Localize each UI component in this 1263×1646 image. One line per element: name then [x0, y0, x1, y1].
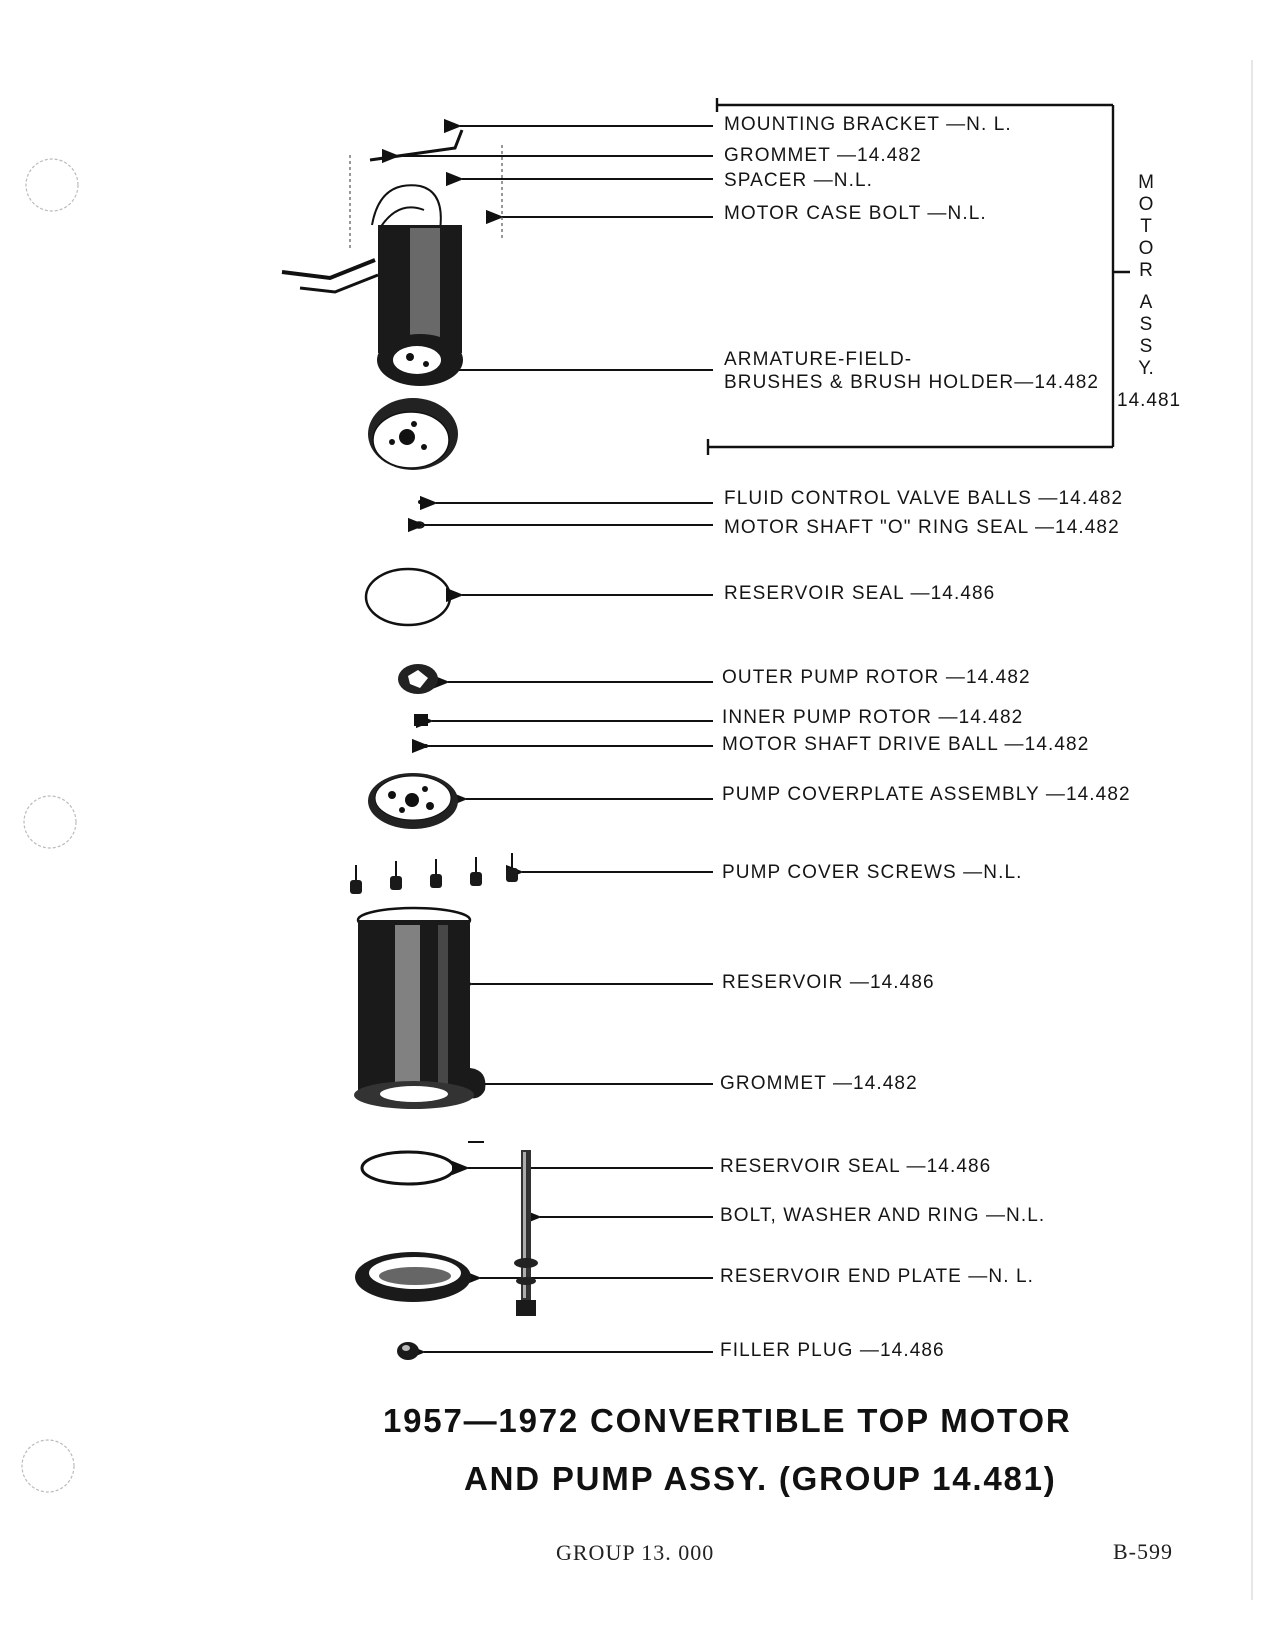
motor-assy-letter: M	[1138, 172, 1154, 193]
pump-cover-screws-illustration	[350, 853, 518, 894]
binder-hole-middle	[24, 796, 76, 848]
motor-assy-letter: Y.	[1138, 358, 1154, 379]
label-armature-line1: ARMATURE-FIELD-	[724, 349, 913, 370]
reservoir-seal-bottom-illustration	[362, 1152, 454, 1184]
pump-coverplate-illustration	[368, 773, 458, 829]
bolt-washer-ring-illustration	[514, 1150, 538, 1316]
footer-page-number: B-599	[1113, 1539, 1173, 1564]
label-motor-shaft-drive-ball: MOTOR SHAFT DRIVE BALL —14.482	[722, 734, 1090, 755]
label-grommet-bottom: GROMMET —14.482	[720, 1073, 918, 1094]
reservoir-end-plate-illustration	[355, 1252, 471, 1302]
binder-holes	[22, 159, 78, 1492]
page-title-line2: AND PUMP ASSY. (GROUP 14.481)	[464, 1460, 1057, 1497]
motor-assy-letter: O	[1138, 194, 1154, 215]
label-filler-plug: FILLER PLUG —14.486	[720, 1340, 945, 1361]
motor-assy-letter: T	[1140, 216, 1152, 237]
label-spacer: SPACER —N.L.	[724, 170, 874, 191]
reservoir-illustration	[354, 908, 485, 1142]
label-reservoir-seal-bottom: RESERVOIR SEAL —14.486	[720, 1156, 992, 1177]
label-mounting-bracket: MOUNTING BRACKET —N. L.	[724, 114, 1012, 135]
valve-balls-and-o-ring	[414, 500, 424, 528]
label-reservoir-end-plate: RESERVOIR END PLATE —N. L.	[720, 1266, 1035, 1287]
label-reservoir: RESERVOIR —14.486	[722, 972, 935, 993]
motor-assy-letter: R	[1139, 260, 1153, 281]
binder-hole-top	[26, 159, 78, 211]
filler-plug-illustration	[397, 1342, 419, 1360]
binder-hole-bottom	[22, 1440, 74, 1492]
motor-assy-letter: S	[1139, 314, 1153, 335]
label-motor-case-bolt: MOTOR CASE BOLT —N.L.	[724, 203, 987, 224]
footer-group-number: GROUP 13. 000	[556, 1540, 715, 1565]
label-motor-shaft-o-ring: MOTOR SHAFT "O" RING SEAL —14.482	[724, 517, 1120, 538]
label-pump-coverplate: PUMP COVERPLATE ASSEMBLY —14.482	[722, 784, 1131, 805]
label-outer-pump-rotor: OUTER PUMP ROTOR —14.482	[722, 667, 1031, 688]
motor-assy-letter: S	[1139, 336, 1153, 357]
label-armature-line2: BRUSHES & BRUSH HOLDER—14.482	[724, 372, 1100, 393]
label-bolt-washer-ring: BOLT, WASHER AND RING —N.L.	[720, 1205, 1046, 1226]
page-title-line1: 1957—1972 CONVERTIBLE TOP MOTOR	[383, 1402, 1072, 1439]
label-reservoir-seal-top: RESERVOIR SEAL —14.486	[724, 583, 996, 604]
motor-assy-number: 14.481	[1117, 390, 1182, 411]
outer-pump-rotor-illustration	[398, 664, 438, 694]
reservoir-seal-top-illustration	[366, 569, 450, 625]
label-grommet-top: GROMMET —14.482	[724, 145, 922, 166]
motor-illustration	[282, 130, 502, 470]
motor-assy-letter: O	[1138, 238, 1154, 259]
label-inner-pump-rotor: INNER PUMP ROTOR —14.482	[722, 707, 1024, 728]
inner-rotor-and-drive-ball	[414, 714, 428, 748]
label-fluid-control-valve-balls: FLUID CONTROL VALVE BALLS —14.482	[724, 488, 1124, 509]
label-pump-cover-screws: PUMP COVER SCREWS —N.L.	[722, 862, 1023, 883]
motor-assy-letter: A	[1139, 292, 1153, 313]
